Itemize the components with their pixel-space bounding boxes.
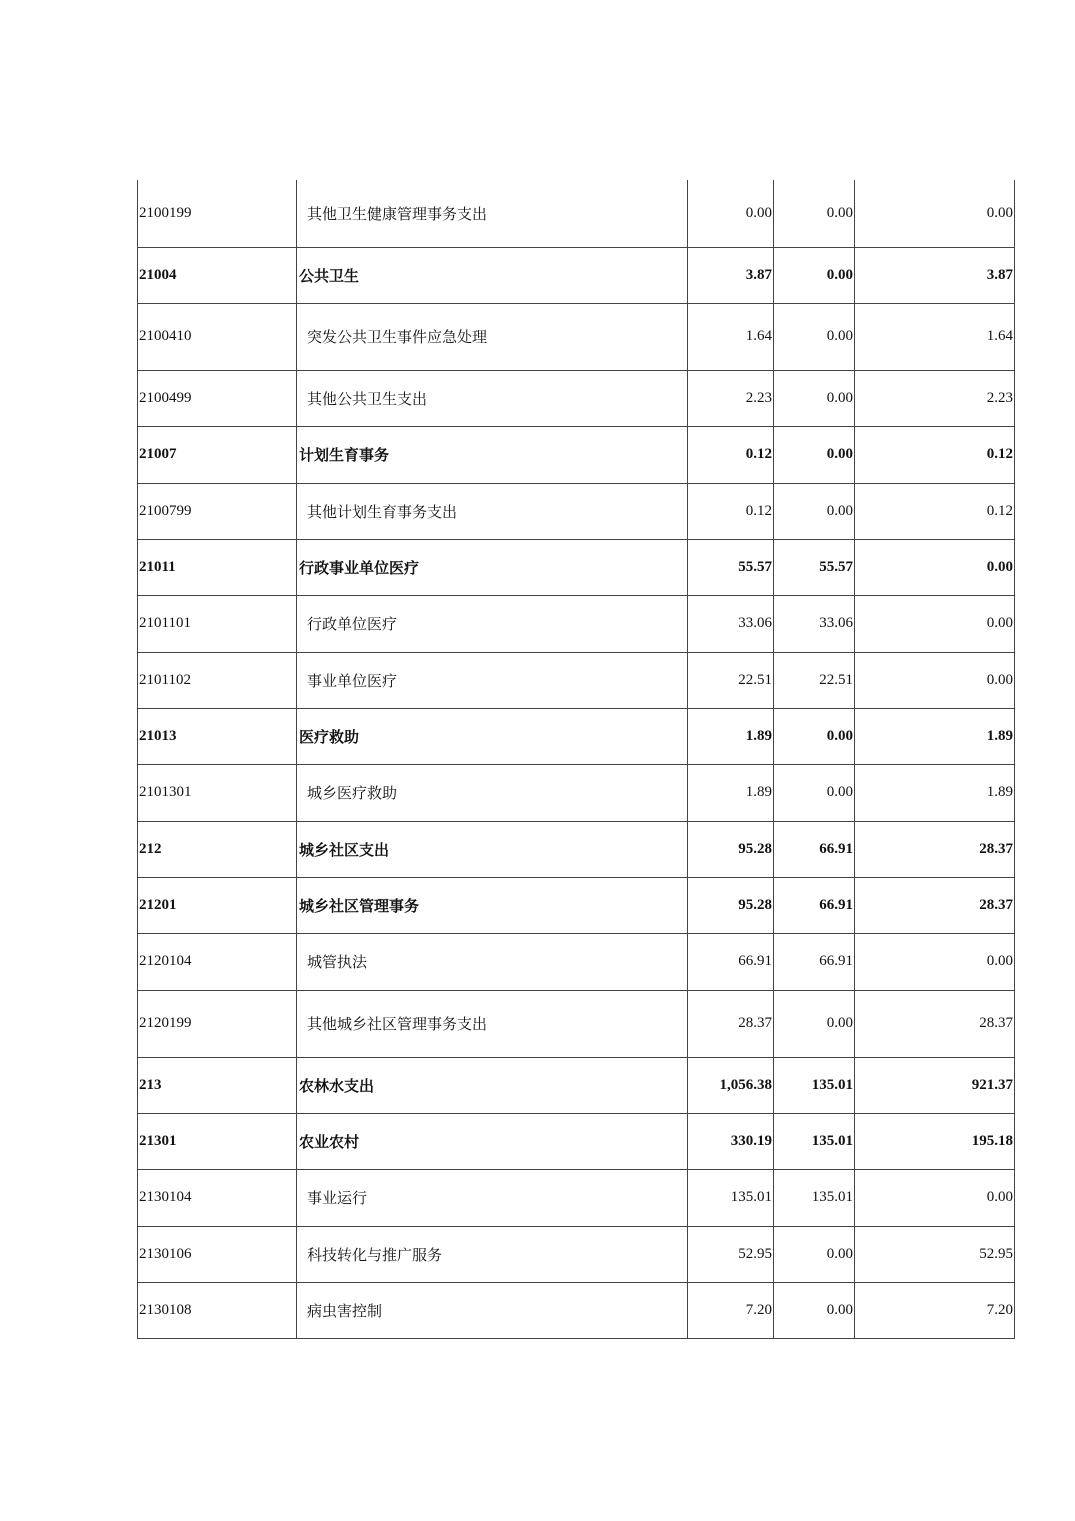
item-name: 城乡医疗救助: [297, 764, 688, 821]
project-amount: 1.64: [855, 303, 1015, 370]
project-amount: 0.00: [855, 652, 1015, 708]
basic-amount: 0.00: [774, 247, 855, 303]
table-row: [138, 877, 1015, 933]
item-name: 事业运行: [297, 1169, 688, 1226]
total-amount: 66.91: [688, 933, 774, 990]
table-row: [138, 933, 1015, 990]
item-code: 21013: [138, 708, 297, 764]
item-code: 2101301: [138, 764, 297, 821]
total-amount: 95.28: [688, 877, 774, 933]
total-amount: 0.12: [688, 483, 774, 539]
table-row: [138, 426, 1015, 483]
total-amount: 135.01: [688, 1169, 774, 1226]
basic-amount: 0.00: [774, 303, 855, 370]
total-amount: 28.37: [688, 990, 774, 1057]
total-amount: 3.87: [688, 247, 774, 303]
table-row: [138, 1169, 1015, 1226]
table-body: [138, 180, 1015, 1338]
table-row: [138, 821, 1015, 877]
project-amount: 921.37: [855, 1057, 1015, 1113]
project-amount: 0.00: [855, 595, 1015, 652]
item-name: 城乡社区支出: [297, 821, 688, 877]
basic-amount: 33.06: [774, 595, 855, 652]
table-row: [138, 764, 1015, 821]
basic-amount: 0.00: [774, 426, 855, 483]
item-code: 2100199: [138, 180, 297, 247]
table-row: [138, 1226, 1015, 1282]
total-amount: 95.28: [688, 821, 774, 877]
project-amount: 0.00: [855, 933, 1015, 990]
item-name: 农业农村: [297, 1113, 688, 1169]
item-name: 事业单位医疗: [297, 652, 688, 708]
project-amount: 28.37: [855, 821, 1015, 877]
item-code: 2130104: [138, 1169, 297, 1226]
item-name: 行政事业单位医疗: [297, 539, 688, 595]
project-amount: 0.12: [855, 483, 1015, 539]
item-name: 城管执法: [297, 933, 688, 990]
table-row: [138, 303, 1015, 370]
item-name: 公共卫生: [297, 247, 688, 303]
basic-amount: 0.00: [774, 764, 855, 821]
item-name: 计划生育事务: [297, 426, 688, 483]
item-name: 城乡社区管理事务: [297, 877, 688, 933]
basic-amount: 0.00: [774, 990, 855, 1057]
basic-amount: 135.01: [774, 1057, 855, 1113]
item-name: 科技转化与推广服务: [297, 1226, 688, 1282]
item-name: 其他公共卫生支出: [297, 370, 688, 426]
total-amount: 22.51: [688, 652, 774, 708]
total-amount: 0.00: [688, 180, 774, 247]
total-amount: 33.06: [688, 595, 774, 652]
budget-expenditure-table: [137, 180, 1015, 1339]
total-amount: 2.23: [688, 370, 774, 426]
project-amount: 1.89: [855, 708, 1015, 764]
item-name: 医疗救助: [297, 708, 688, 764]
total-amount: 52.95: [688, 1226, 774, 1282]
table-row: [138, 247, 1015, 303]
table-row: [138, 708, 1015, 764]
total-amount: 0.12: [688, 426, 774, 483]
total-amount: 1,056.38: [688, 1057, 774, 1113]
item-code: 2130108: [138, 1282, 297, 1338]
item-code: 21011: [138, 539, 297, 595]
item-name: 其他计划生育事务支出: [297, 483, 688, 539]
basic-amount: 66.91: [774, 821, 855, 877]
total-amount: 1.64: [688, 303, 774, 370]
table-row: [138, 370, 1015, 426]
basic-amount: 0.00: [774, 180, 855, 247]
basic-amount: 0.00: [774, 1226, 855, 1282]
project-amount: 0.00: [855, 1169, 1015, 1226]
project-amount: 1.89: [855, 764, 1015, 821]
item-code: 2130106: [138, 1226, 297, 1282]
item-name: 突发公共卫生事件应急处理: [297, 303, 688, 370]
item-name: 农林水支出: [297, 1057, 688, 1113]
project-amount: 7.20: [855, 1282, 1015, 1338]
item-code: 2120104: [138, 933, 297, 990]
total-amount: 1.89: [688, 708, 774, 764]
basic-amount: 66.91: [774, 877, 855, 933]
basic-amount: 135.01: [774, 1169, 855, 1226]
item-code: 213: [138, 1057, 297, 1113]
project-amount: 0.00: [855, 180, 1015, 247]
item-code: 2101102: [138, 652, 297, 708]
item-name: 其他城乡社区管理事务支出: [297, 990, 688, 1057]
project-amount: 195.18: [855, 1113, 1015, 1169]
project-amount: 0.00: [855, 539, 1015, 595]
item-code: 2101101: [138, 595, 297, 652]
item-name: 行政单位医疗: [297, 595, 688, 652]
basic-amount: 0.00: [774, 483, 855, 539]
basic-amount: 0.00: [774, 370, 855, 426]
basic-amount: 22.51: [774, 652, 855, 708]
table-row: [138, 180, 1015, 247]
project-amount: 52.95: [855, 1226, 1015, 1282]
table-row: [138, 652, 1015, 708]
item-code: 212: [138, 821, 297, 877]
project-amount: 3.87: [855, 247, 1015, 303]
total-amount: 1.89: [688, 764, 774, 821]
basic-amount: 66.91: [774, 933, 855, 990]
item-name: 病虫害控制: [297, 1282, 688, 1338]
item-code: 2100499: [138, 370, 297, 426]
table-row: [138, 483, 1015, 539]
basic-amount: 0.00: [774, 1282, 855, 1338]
item-code: 2100799: [138, 483, 297, 539]
item-code: 21004: [138, 247, 297, 303]
item-code: 2100410: [138, 303, 297, 370]
table-row: [138, 539, 1015, 595]
table-row: [138, 990, 1015, 1057]
project-amount: 0.12: [855, 426, 1015, 483]
total-amount: 330.19: [688, 1113, 774, 1169]
table-row: [138, 1282, 1015, 1338]
item-code: 21201: [138, 877, 297, 933]
item-code: 21301: [138, 1113, 297, 1169]
project-amount: 2.23: [855, 370, 1015, 426]
total-amount: 7.20: [688, 1282, 774, 1338]
basic-amount: 135.01: [774, 1113, 855, 1169]
table-row: [138, 595, 1015, 652]
item-code: 2120199: [138, 990, 297, 1057]
total-amount: 55.57: [688, 539, 774, 595]
table-row: [138, 1113, 1015, 1169]
table-row: [138, 1057, 1015, 1113]
project-amount: 28.37: [855, 877, 1015, 933]
basic-amount: 55.57: [774, 539, 855, 595]
item-code: 21007: [138, 426, 297, 483]
basic-amount: 0.00: [774, 708, 855, 764]
item-name: 其他卫生健康管理事务支出: [297, 180, 688, 247]
project-amount: 28.37: [855, 990, 1015, 1057]
